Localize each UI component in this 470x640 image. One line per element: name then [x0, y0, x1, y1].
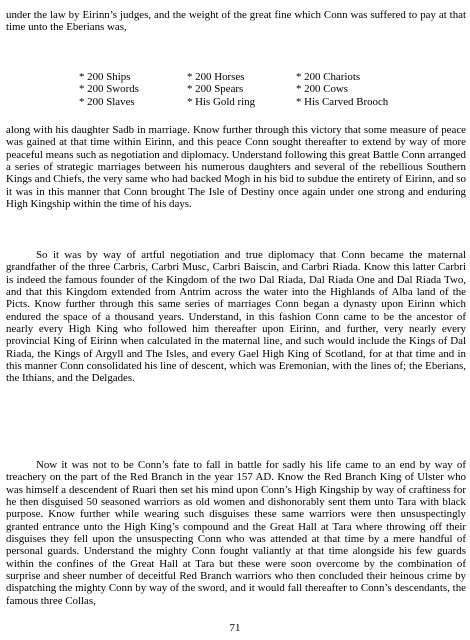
- fine-item: * His Carved Brooch: [296, 95, 389, 108]
- paragraph-intro: under the law by Eirinn’s judges, and the weight of the great fine which Conn was suffered to pay at that time unto the Eberians was,: [6, 9, 466, 34]
- paragraph-conn-fate: Now it was not to be Conn’s fate to fall in battle for sadly his life came to an end by way of treachery on the part of the Red Branch in the year 157 AD. Know the Red Branch King of Ulster who was himself a descendent of Ruari then set his mind upon Conn’s High Kingship by way of craftiness for he then disguised 50 seasoned warriors as old women and dishonorably sent them unto Tara with black purpose. Know further while wearing such disguises these same warriors were then unsuspectingly granted entrance unto the High King’s compound and the Great Hall at Tara where throwing off their disguises they fell upon the unsuspecting Conn who was attended at that time by a mere handful of personal guards. Understand the mighty Conn fought valiantly at that time alongside his few guards within the confines of the Great Hall at Tara but these were soon overcome by the combination of surprise and sheer number of deceitful Red Branch warriors who then concluded their heinous crime by dispatching the mighty Conn by way of the sword, and it would fall thereafter to Conn’s descendants, the famous three Collas,: [6, 459, 466, 607]
- page-number: 71: [229, 622, 241, 634]
- paragraph-conn-grandfather: So it was by way of artful negotiation and true diplomacy that Conn became the maternal grandfather of the three Carbris, Carbri Musc, Carbri Baiscin, and Carbri Riada. Know this latter Carbri is indeed the famous founder of the Kingdom of the two Dal Riada, Dal Riada One and Dal Riada Two, and that this Kingdom extended from Antrim across the water into the Highlands of Alba land of the Picts. Know further through this same series of marriages Conn began a dynasty upon Eirinn which endured the space of a thousand years. Understand, in this fashion Conn came to be the ancestor of nearly every High King who followed him thereafter upon Eirinn, and further, very nearly every provincial King of Eirinn when calculated in the maternal line, and such would include the Kings of Dal Riada, the Kings of Argyll and The Isles, and every Gael High King of Scotland, for at that time and in this manner Conn consolidated his line of descent, which was Eremonian, with the lines of; the Eberians, the Ithians, and the Delgades.: [6, 249, 466, 385]
- fine-item: * 200 Chariots: [296, 71, 361, 83]
- fine-item: * 200 Cows: [296, 83, 349, 96]
- fine-list: [0, 71, 470, 111]
- fine-item: * 200 Horses: [187, 71, 245, 83]
- fine-item: * 200 Ships: [79, 71, 131, 83]
- fine-item: * 200 Spears: [187, 83, 244, 96]
- fine-item: * 200 Swords: [79, 83, 139, 96]
- paragraph-along-with-sadb: along with his daughter Sadb in marriage. Know further through this victory that some measure of peace was gained at that time within Eirinn, and this peace Conn sought thereafter to extend by way of more peaceful means such as negotiation and diplomacy. Understand following this great Battle Conn arranged a series of strategic marriages between his numerous daughters and several of the rebellious Southern Kings and Chiefs, the very same who had backed Mogh in his bid to subdue the entirety of Eirinn, and so it was in this manner that Conn brought The Isle of Destiny once again under one strong and enduring High Kingship within the time of his days.: [6, 124, 466, 211]
- fine-item: * His Gold ring: [187, 95, 256, 108]
- fine-item: * 200 Slaves: [79, 95, 135, 108]
